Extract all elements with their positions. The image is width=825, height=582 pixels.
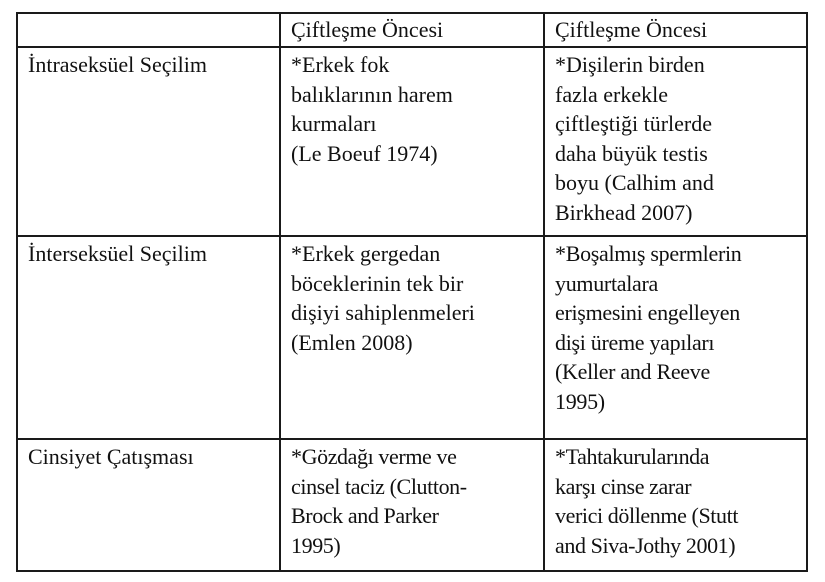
row-label: Cinsiyet Çatışması (17, 439, 280, 571)
cell-text-line: fazla erkekle (555, 81, 668, 107)
table-row-intrasexual (17, 47, 807, 236)
cell-text-line: *Erkek fok (291, 52, 390, 77)
table-cell (544, 236, 807, 439)
cell-text-line: dişi üreme yapıları (555, 329, 715, 355)
table-cell (280, 439, 544, 571)
cell-text-line: *Erkek gergedan (291, 241, 441, 266)
cell-text-line: 1995) (555, 388, 605, 414)
row-label: İnterseksüel Seçilim (17, 236, 280, 439)
cell-text-line: daha büyük testis (555, 140, 708, 166)
cell-text-line: Brock and Parker (291, 503, 439, 528)
header-cell-precopulation-1: Çiftleşme Öncesi (280, 13, 544, 47)
table-cell (280, 47, 544, 236)
cell-text-line: yumurtalara (555, 270, 658, 296)
cell-text-line: and Siva-Jothy 2001) (555, 532, 736, 558)
cell-text-line: (Emlen 2008) (291, 329, 413, 355)
table-cell (280, 236, 544, 439)
cell-text-line: *Boşalmış spermlerin (555, 241, 742, 266)
cell-text-line: boyu (Calhim and (555, 170, 714, 195)
comparison-table (16, 12, 808, 572)
table-cell (544, 47, 807, 236)
header-cell-precopulation-2: Çiftleşme Öncesi (544, 13, 807, 47)
cell-text-line: karşı cinse zarar (555, 473, 692, 499)
cell-text-line: *Tahtakurularında (555, 444, 710, 469)
cell-text-line: *Gözdağı verme ve (291, 444, 457, 469)
cell-text-line: böceklerinin tek bir (291, 270, 464, 296)
cell-text-line: erişmesini engelleyen (555, 300, 740, 325)
header-cell-empty (17, 13, 280, 47)
table-cell (544, 439, 807, 571)
cell-text-line: balıklarının harem (291, 81, 453, 107)
cell-text-line: 1995) (291, 532, 341, 558)
cell-text-line: kurmaları (291, 111, 377, 136)
cell-text-line: (Keller and Reeve (555, 359, 710, 384)
cell-text-line: cinsel taciz (Clutton- (291, 473, 467, 499)
table-row-sexual-conflict (17, 439, 807, 571)
table-header-row (17, 13, 807, 47)
cell-text-line: *Dişilerin birden (555, 52, 705, 77)
cell-text-line: verici döllenme (Stutt (555, 503, 739, 528)
cell-text-line: dişiyi sahiplenmeleri (291, 300, 475, 325)
cell-text-line: Birkhead 2007) (555, 199, 693, 225)
cell-text-line: çiftleştiği türlerde (555, 111, 712, 136)
cell-text-line: (Le Boeuf 1974) (291, 140, 438, 166)
row-label: İntraseksüel Seçilim (17, 47, 280, 236)
table-row-intersexual (17, 236, 807, 439)
